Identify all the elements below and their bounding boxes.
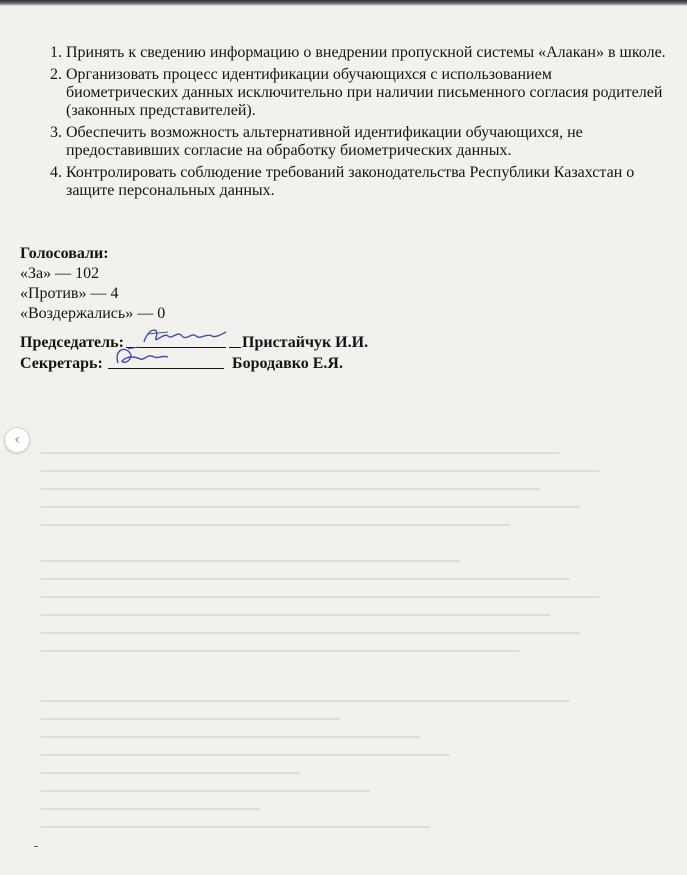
resolution-item-1: 1. Принять к сведению информацию о внедрении пропускной системы «Алакан» в школе. (66, 44, 666, 62)
voting-results (20, 244, 165, 324)
chevron-left-icon[interactable] (4, 427, 30, 453)
resolution-list (38, 44, 666, 204)
chair-name: Пристайчук И.И. (242, 334, 369, 351)
secretary-name: Бородавко Е.Я. (232, 355, 343, 372)
secretary-handwritten-signature (110, 343, 180, 373)
votes-abstained: «Воздержались» — 0 (20, 305, 166, 322)
voting-heading: Голосовали: (20, 245, 109, 262)
resolution-item-2: 2. Организовать процесс идентификации обучающихся с использованием биометрических данных исключительно при наличии письменного согласия родителей (законных представителей). (66, 66, 666, 120)
votes-for: «За» — 102 (20, 265, 100, 282)
chair-signature-dash (229, 332, 241, 348)
chevron-left-glyph: ‹ (14, 432, 20, 448)
page-corner-mark (34, 846, 38, 847)
secretary-label: Секретарь: (20, 355, 103, 372)
top-edge-border (0, 0, 687, 6)
chair-label: Председатель: (20, 334, 124, 351)
votes-against: «Против» — 4 (20, 285, 119, 302)
resolution-item-3: 3. Обеспечить возможность альтернативной идентификации обучающихся, не предоставивших согласие на обработку биометрических данных. (66, 124, 666, 160)
resolution-item-4: 4. Контролировать соблюдение требований законодательства Республики Казахстан о защите персональных данных. (66, 164, 666, 200)
